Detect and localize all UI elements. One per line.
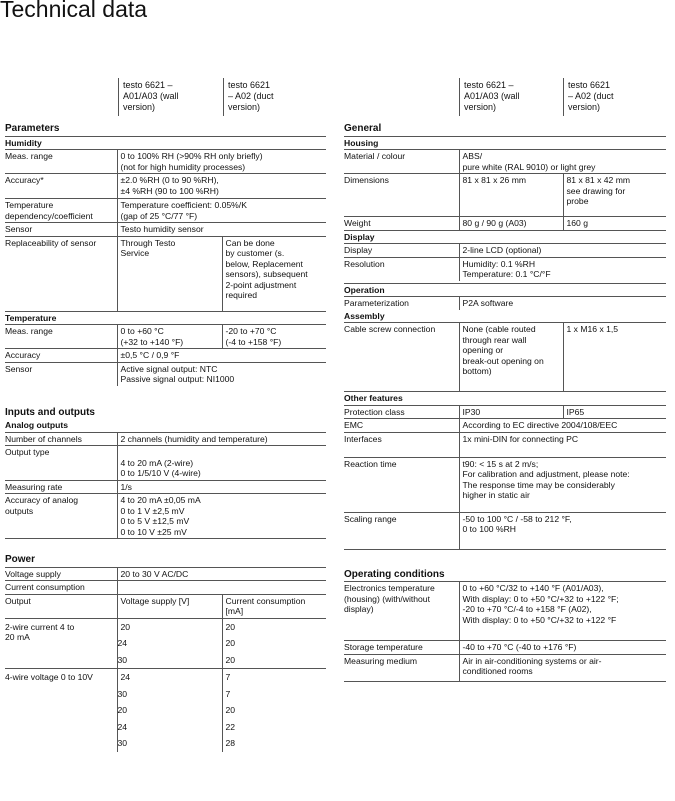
table-cell: Weight (344, 217, 459, 231)
table-row (344, 150, 666, 174)
general-heading: General (344, 123, 382, 134)
table-cell: -50 to 100 °C / -58 to 212 °F, 0 to 100 %RH (459, 512, 666, 549)
table-cell: 20 (222, 702, 326, 719)
table-cell: Meas. range (5, 325, 117, 349)
table-row (5, 594, 326, 618)
table-cell: Display (344, 244, 459, 258)
table-cell: Accuracy of analog outputs (5, 494, 117, 539)
table-cell: Protection class (344, 405, 459, 419)
table-cell: Temperature coefficient: 0.05%/K (gap of 25 °C/77 °F) (117, 199, 326, 223)
table-cell: P2A software (459, 297, 666, 310)
table-cell: IP30 (459, 405, 563, 419)
table-row (5, 223, 326, 237)
humidity-subheading: Humidity (5, 136, 326, 150)
table-cell: Current consumption [mA] (222, 594, 326, 618)
table-cell: 7 (222, 669, 326, 686)
table-cell: 0 to +60 °C/32 to +140 °F (A01/A03), With display: 0 to +50 °C/+32 to +122 °F; -20 to +70 °C/-4 to +158 °F (A02), With display: 0 to +50 °C/+32 to +122 °F (459, 582, 666, 641)
table-cell: 20 to 30 V AC/DC (117, 567, 326, 581)
table-cell: -20 to +70 °C (-4 to +158 °F) (222, 325, 326, 349)
table-cell: Sensor (5, 362, 117, 386)
table-cell: Electronics temperature (housing) (with/without display) (344, 582, 459, 641)
table-cell: ABS/ pure white (RAL 9010) or light grey (459, 150, 666, 174)
table-cell: -40 to +70 °C (-40 to +176 °F) (459, 641, 666, 655)
table-cell: 24 (117, 669, 222, 686)
table-row (5, 236, 326, 311)
temperature-subheading: Temperature (5, 311, 326, 325)
spec-table (5, 116, 326, 752)
table-cell: Accuracy* (5, 174, 117, 199)
table-cell: 20 (222, 635, 326, 652)
table-row (344, 457, 666, 512)
table-row (344, 297, 666, 310)
table-cell: Active signal output: NTC Passive signal output: NI1000 (117, 362, 326, 386)
table-cell: 81 x 81 x 26 mm (459, 174, 563, 217)
table-cell: 1/s (117, 480, 326, 494)
table-cell: Parameterization (344, 297, 459, 310)
display-subheading: Display (344, 230, 666, 244)
table-cell (117, 581, 326, 595)
table-cell: Scaling range (344, 512, 459, 549)
table-cell: 4 to 20 mA ±0,05 mA 0 to 1 V ±2,5 mV 0 to 5 V ±12,5 mV 0 to 10 V ±25 mV (117, 494, 326, 539)
table-row (5, 494, 326, 539)
table-cell: EMC (344, 419, 459, 433)
table-row (344, 432, 666, 457)
table-cell: 20 (117, 618, 222, 635)
table-cell: 160 g (563, 217, 666, 231)
table-row (5, 349, 326, 363)
table-row (5, 446, 326, 481)
table-row (5, 581, 326, 595)
parameters-heading: Parameters (5, 123, 60, 134)
table-row (5, 199, 326, 223)
table-cell: 1 x M16 x 1,5 (563, 323, 666, 392)
table-cell: 7 (222, 686, 326, 703)
power-heading: Power (5, 554, 36, 565)
table-cell: Testo humidity sensor (117, 223, 326, 237)
table-row (344, 582, 666, 641)
table-row (344, 512, 666, 549)
table-cell: Output (5, 594, 117, 618)
page-title: Technical data (0, 0, 148, 22)
other-features-subheading: Other features (344, 392, 666, 406)
table-cell: Number of channels (5, 432, 117, 446)
table-row (5, 480, 326, 494)
table-cell: None (cable routed through rear wall opening or break-out opening on bottom) (459, 323, 563, 392)
table-cell (5, 386, 326, 400)
table-cell: 20 (222, 618, 326, 635)
table-cell (344, 549, 666, 562)
table-cell: IP65 (563, 405, 666, 419)
operating-conditions-heading: Operating conditions (344, 568, 445, 580)
table-row (344, 217, 666, 231)
table-row (5, 362, 326, 386)
table-cell: Voltage supply (5, 567, 117, 581)
table-cell: ±2.0 %RH (0 to 90 %RH), ±4 %RH (90 to 100 %RH) (117, 174, 326, 199)
left-header-col1: testo 6621 – A01/A03 (wall version) (123, 80, 179, 112)
table-cell: Measuring medium (344, 654, 459, 681)
table-cell: Temperature dependency/coefficient (5, 199, 117, 223)
right-column (344, 116, 666, 683)
table-cell: Sensor (5, 223, 117, 237)
table-cell: 2-line LCD (optional) (459, 244, 666, 258)
table-cell: Storage temperature (344, 641, 459, 655)
table-cell: Dimensions (344, 174, 459, 217)
table-cell: Air in air-conditioning systems or air- conditioned rooms (459, 654, 666, 681)
left-header-col2: testo 6621 – A02 (duct version) (228, 80, 274, 112)
table-row (344, 654, 666, 681)
table-cell: Replaceability of sensor (5, 236, 117, 311)
table-cell: 4-wire voltage 0 to 10V (5, 669, 117, 752)
table-cell: 30 (117, 652, 222, 669)
table-cell: Accuracy (5, 349, 117, 363)
table-row (5, 618, 326, 635)
table-cell: Meas. range (5, 150, 117, 174)
table-cell (5, 539, 326, 548)
table-cell: 22 (222, 719, 326, 736)
table-cell: Humidity: 0.1 %RH Temperature: 0.1 °C/°F (459, 257, 666, 281)
table-cell: 20 (222, 652, 326, 669)
table-row (5, 669, 326, 686)
table-cell: 0 to 100% RH (>90% RH only briefly) (not for high humidity processes) (117, 150, 326, 174)
table-cell: Measuring rate (5, 480, 117, 494)
table-cell: 2 channels (humidity and temperature) (117, 432, 326, 446)
table-cell: 2-wire current 4 to 20 mA (5, 618, 117, 669)
table-cell: Resolution (344, 257, 459, 281)
table-cell: Interfaces (344, 432, 459, 457)
table-row (344, 405, 666, 419)
table-cell: 80 g / 90 g (A03) (459, 217, 563, 231)
table-row (5, 325, 326, 349)
table-row (5, 174, 326, 199)
right-header-col1: testo 6621 – A01/A03 (wall version) (464, 80, 520, 112)
table-cell: 28 (222, 735, 326, 752)
table-cell: 81 x 81 x 42 mm see drawing for probe (563, 174, 666, 217)
table-cell: Material / colour (344, 150, 459, 174)
table-cell: Output type (5, 446, 117, 481)
table-cell: According to EC directive 2004/108/EEC (459, 419, 666, 433)
table-row (344, 641, 666, 655)
table-row (344, 257, 666, 281)
left-column (5, 116, 326, 752)
table-cell: 1x mini-DIN for connecting PC (459, 432, 666, 457)
table-cell: Can be done by customer (s. below, Replacement sensors), subsequent 2-point adjustment required (222, 236, 326, 311)
table-row (344, 244, 666, 258)
housing-subheading: Housing (344, 136, 666, 150)
table-row (344, 323, 666, 392)
table-cell: 20 (117, 702, 222, 719)
table-cell: Reaction time (344, 457, 459, 512)
table-row (5, 567, 326, 581)
inputs-outputs-heading: Inputs and outputs (5, 406, 95, 418)
assembly-subheading: Assembly (344, 310, 385, 321)
table-cell: ±0,5 °C / 0,9 °F (117, 349, 326, 363)
table-cell: Through Testo Service (117, 236, 222, 311)
table-cell: Current consumption (5, 581, 117, 595)
right-header-col2: testo 6621 – A02 (duct version) (568, 80, 614, 112)
table-cell (344, 681, 666, 683)
table-row (5, 432, 326, 446)
table-cell: 4 to 20 mA (2-wire) 0 to 1/5/10 V (4-wire) (117, 446, 326, 481)
table-cell: t90: < 15 s at 2 m/s; For calibration and adjustment, please note: The response time may be considerably higher in static air (459, 457, 666, 512)
table-cell: 24 (117, 635, 222, 652)
table-row (344, 174, 666, 217)
table-cell: Cable screw connection (344, 323, 459, 392)
table-cell: 30 (117, 735, 222, 752)
table-cell: 24 (117, 719, 222, 736)
table-cell: Voltage supply [V] (117, 594, 222, 618)
analog-outputs-subheading: Analog outputs (5, 420, 69, 430)
table-row (5, 150, 326, 174)
table-cell: 30 (117, 686, 222, 703)
operation-subheading: Operation (344, 283, 666, 297)
table-cell: 0 to +60 °C (+32 to +140 °F) (117, 325, 222, 349)
table-row (344, 419, 666, 433)
spec-table (344, 116, 666, 683)
